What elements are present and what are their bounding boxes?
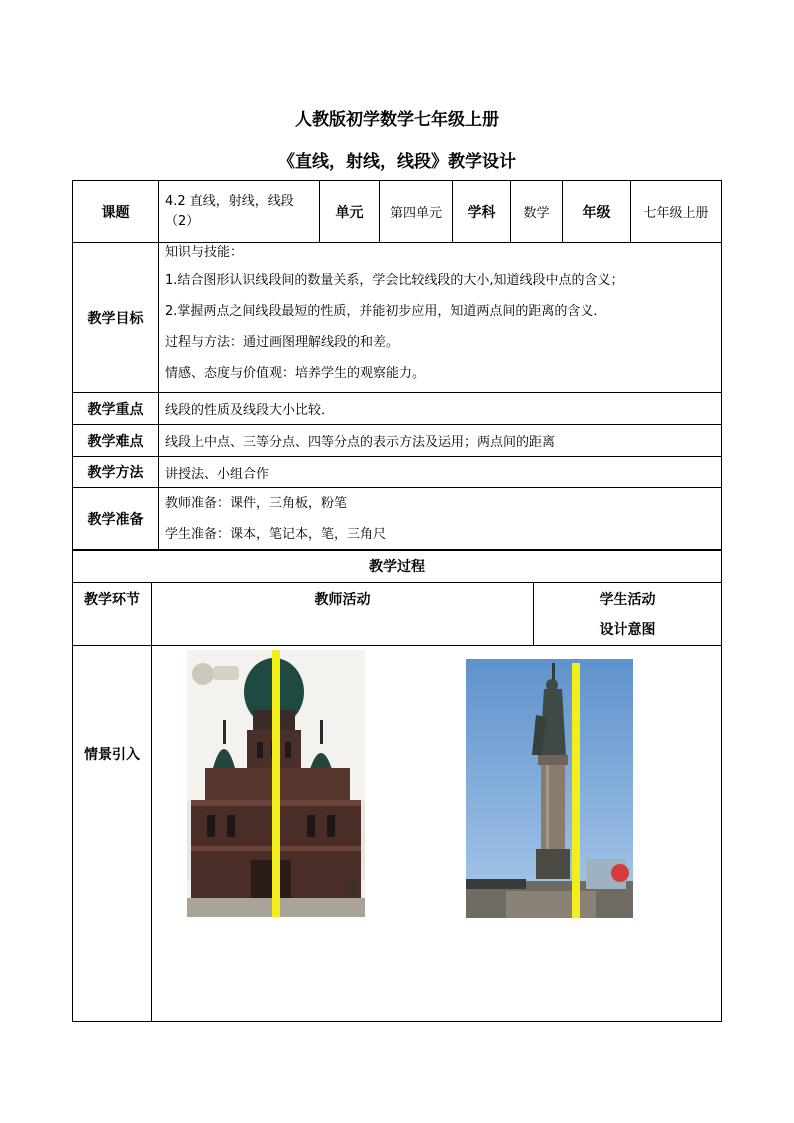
lesson-info-table (72, 180, 722, 551)
unit-value: 第四单元 (380, 181, 453, 243)
teacher-prep: 教师准备：课件，三角板，粉笔 (165, 496, 348, 511)
difficulty-value: 线段上中点、三等分点、四等分点的表示方法及运用；两点间的距离 (159, 425, 722, 457)
yellow-marker-line (272, 650, 280, 917)
subject-label: 学科 (453, 181, 511, 243)
topic-value: 4.2 直线，射线，线段（2） (159, 181, 320, 243)
objective-line: 1.结合图形认识线段间的数量关系，学会比较线段的大小,知道线段中点的含义； (165, 273, 624, 288)
objectives-content (159, 243, 722, 393)
design-intent-header: 设计意图 (599, 622, 656, 638)
monument-photo (466, 659, 633, 918)
topic-label: 课题 (73, 181, 159, 243)
process-title: 教学过程 (73, 550, 722, 583)
difficulty-label: 教学难点 (73, 425, 159, 457)
church-photo (187, 650, 365, 917)
document-subtitle: 《直线，射线，线段》教学设计 (278, 152, 516, 172)
grade-value: 七年级上册 (631, 181, 722, 243)
focus-label: 教学重点 (73, 393, 159, 425)
teacher-activity-header: 教师活动 (152, 583, 534, 646)
objective-line: 知识与技能： (165, 245, 244, 260)
stage-header: 教学环节 (73, 583, 152, 646)
method-label: 教学方法 (73, 457, 159, 488)
monument-photo-graphic (466, 659, 633, 918)
yellow-marker-line (572, 663, 580, 918)
objectives-label: 教学目标 (73, 243, 159, 393)
document-title: 人教版初学数学七年级上册 (295, 110, 499, 130)
method-value: 讲授法、小组合作 (159, 457, 722, 488)
student-intent-header (534, 583, 722, 646)
objective-line: 2.掌握两点之间线段最短的性质，并能初步应用，知道两点间的距离的含义． (165, 304, 607, 319)
student-prep: 学生准备：课本，笔记本，笔，三角尺 (165, 527, 387, 542)
focus-value: 线段的性质及线段大小比较． (159, 393, 722, 425)
objective-line: 过程与方法：通过画图理解线段的和差。 (165, 335, 400, 350)
grade-label: 年级 (563, 181, 631, 243)
unit-label: 单元 (320, 181, 380, 243)
student-activity-header: 学生活动 (599, 592, 656, 608)
objective-line: 情感、态度与价值观：培养学生的观察能力。 (165, 366, 426, 381)
prep-label: 教学准备 (73, 488, 159, 551)
prep-content (159, 488, 722, 551)
stage-intro: 情景引入 (73, 646, 152, 1022)
subject-value: 数学 (511, 181, 563, 243)
